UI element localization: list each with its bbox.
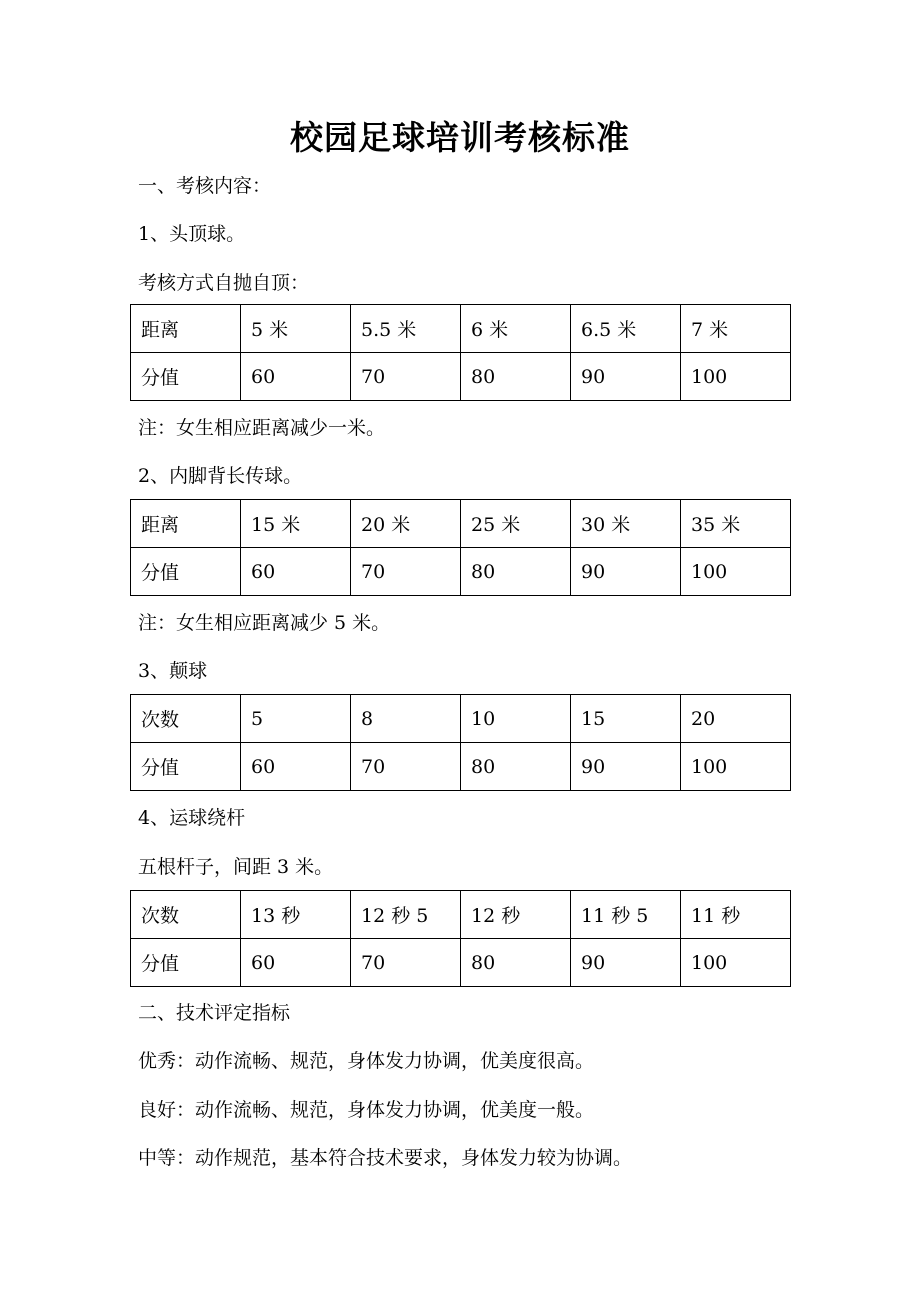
item-note-long-pass: 注：女生相应距离减少 5 米。	[138, 612, 391, 634]
table-cell: 6.5 米	[571, 305, 681, 353]
table-cell: 70	[351, 743, 461, 791]
table-cell: 100	[681, 353, 791, 401]
item-heading-header: 1、头顶球。	[138, 223, 246, 245]
item-desc-header: 考核方式自抛自顶：	[138, 272, 310, 294]
table-cell: 15	[571, 695, 681, 743]
table-row	[131, 891, 791, 939]
table-cell: 100	[681, 939, 791, 987]
table-cell: 10	[461, 695, 571, 743]
table-cell: 90	[571, 939, 681, 987]
table-cell: 70	[351, 939, 461, 987]
score-table-long-pass	[130, 499, 791, 596]
table-row	[131, 743, 791, 791]
document-title: 校园足球培训考核标准	[290, 118, 630, 157]
table-cell: 5	[241, 695, 351, 743]
table-cell: 分值	[131, 939, 241, 987]
table-cell: 11 秒	[681, 891, 791, 939]
table-cell: 60	[241, 548, 351, 596]
table-cell: 11 秒 5	[571, 891, 681, 939]
table-cell: 分值	[131, 548, 241, 596]
item-heading-juggling: 3、颠球	[138, 660, 208, 682]
evaluation-line-good: 良好：动作流畅、规范，身体发力协调，优美度一般。	[138, 1099, 595, 1121]
score-table-juggling	[130, 694, 791, 791]
table-cell: 60	[241, 743, 351, 791]
item-note-header: 注：女生相应距离减少一米。	[138, 417, 386, 439]
table-cell: 15 米	[241, 500, 351, 548]
score-table-dribble	[130, 890, 791, 987]
table-cell: 20 米	[351, 500, 461, 548]
table-cell: 70	[351, 353, 461, 401]
evaluation-line-excellent: 优秀：动作流畅、规范，身体发力协调，优美度很高。	[138, 1050, 595, 1072]
evaluation-line-average: 中等：动作规范，基本符合技术要求，身体发力较为协调。	[138, 1147, 633, 1169]
section-heading-evaluation: 二、技术评定指标	[138, 1002, 291, 1024]
table-cell: 80	[461, 743, 571, 791]
table-cell: 90	[571, 548, 681, 596]
table-cell: 12 秒 5	[351, 891, 461, 939]
table-row	[131, 695, 791, 743]
score-table-header	[130, 304, 791, 401]
table-row	[131, 939, 791, 987]
table-cell: 100	[681, 743, 791, 791]
table-cell: 80	[461, 353, 571, 401]
table-cell: 80	[461, 939, 571, 987]
table-cell: 100	[681, 548, 791, 596]
table-cell: 20	[681, 695, 791, 743]
table-cell: 60	[241, 353, 351, 401]
table-cell: 5.5 米	[351, 305, 461, 353]
table-cell: 90	[571, 353, 681, 401]
table-cell: 分值	[131, 353, 241, 401]
table-cell: 60	[241, 939, 351, 987]
table-cell: 12 秒	[461, 891, 571, 939]
table-cell: 80	[461, 548, 571, 596]
table-cell: 7 米	[681, 305, 791, 353]
table-cell: 次数	[131, 695, 241, 743]
table-cell: 距离	[131, 305, 241, 353]
table-cell: 次数	[131, 891, 241, 939]
table-row	[131, 548, 791, 596]
table-row	[131, 305, 791, 353]
table-cell: 30 米	[571, 500, 681, 548]
table-cell: 90	[571, 743, 681, 791]
table-cell: 35 米	[681, 500, 791, 548]
table-cell: 25 米	[461, 500, 571, 548]
table-cell: 距离	[131, 500, 241, 548]
table-cell: 6 米	[461, 305, 571, 353]
table-cell: 5 米	[241, 305, 351, 353]
table-cell: 8	[351, 695, 461, 743]
item-desc-dribble: 五根杆子，间距 3 米。	[138, 856, 334, 878]
table-cell: 13 秒	[241, 891, 351, 939]
table-row	[131, 353, 791, 401]
section-heading-content: 一、考核内容：	[138, 175, 272, 197]
item-heading-long-pass: 2、内脚背长传球。	[138, 465, 303, 487]
item-heading-dribble: 4、运球绕杆	[138, 807, 246, 829]
table-cell: 70	[351, 548, 461, 596]
table-row	[131, 500, 791, 548]
table-cell: 分值	[131, 743, 241, 791]
